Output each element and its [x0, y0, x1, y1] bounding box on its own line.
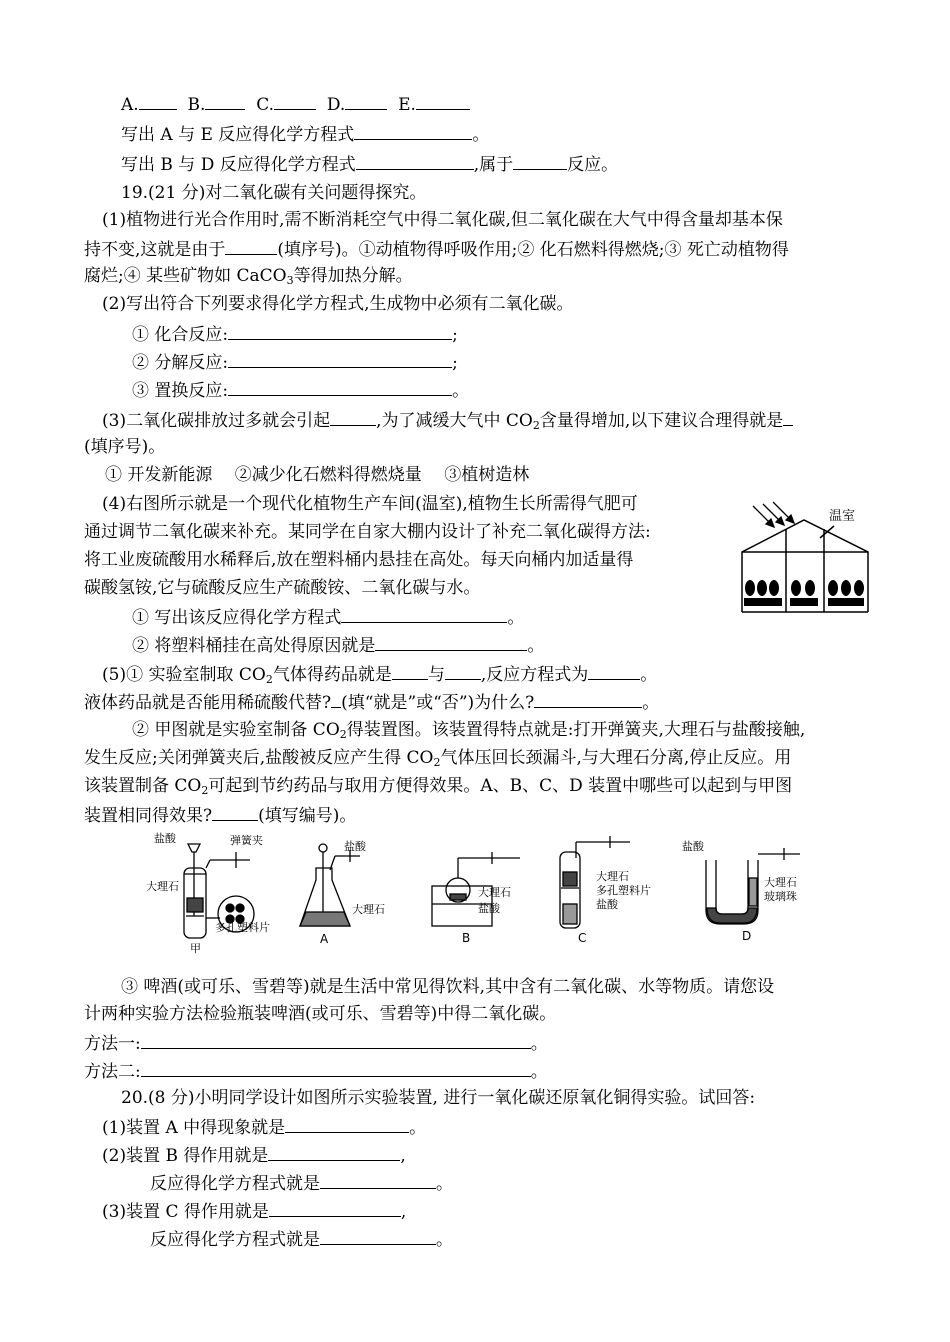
- p5-text-n: (填写编号)。: [258, 806, 357, 826]
- option-d: D.: [326, 95, 346, 115]
- p5-text-j: 气体压回长颈漏斗,与大理石分离,停止反应。用: [440, 748, 792, 768]
- punct: ,: [400, 1202, 407, 1222]
- answer-blank-equation2[interactable]: [588, 662, 640, 680]
- q19-p2: (2)写出符合下列要求得化学方程式,生成物中必须有二氧化碳。: [102, 294, 574, 314]
- c-plate-label: 多孔塑料片: [596, 884, 651, 897]
- answer-blank-why[interactable]: [534, 690, 642, 708]
- answer-blank-e[interactable]: [416, 92, 470, 110]
- q20-label3: 反应得化学方程式就是: [150, 1174, 320, 1194]
- answer-blank-displacement[interactable]: [228, 378, 452, 396]
- ae-prompt: 写出 A 与 E 反应得化学方程式: [121, 125, 355, 145]
- answer-blank-method2[interactable]: [141, 1059, 531, 1077]
- q19-p5-line5: [84, 775, 792, 802]
- d-beads-label: 玻璃珠: [764, 890, 797, 903]
- a-name-label: A: [320, 932, 329, 946]
- punct: 。: [530, 1062, 548, 1082]
- option-a: A.: [121, 95, 139, 115]
- option-b: B.: [187, 95, 206, 115]
- b-marble-label: 大理石: [478, 886, 511, 899]
- punct: ,: [400, 1146, 406, 1166]
- answer-blank-reagent2[interactable]: [445, 662, 481, 680]
- punct: 。: [436, 1174, 453, 1194]
- p5-text-k: 该装置制备 CO: [84, 776, 202, 796]
- answer-blank-p1[interactable]: [225, 237, 277, 255]
- p3-text-b: ,为了减缓大气中 CO: [376, 411, 533, 431]
- answer-blank-a[interactable]: [139, 92, 177, 110]
- method-one-label: 方法一:: [84, 1034, 141, 1054]
- q19-p1-line1: (1)植物进行光合作用时,需不断消耗空气中得二氧化碳,但二氧化碳在大气中得含量却基本保: [102, 210, 783, 230]
- answer-blank-q20-3[interactable]: [320, 1171, 436, 1189]
- p5-text-e: 液体药品就是否能用稀硫酸代替?: [84, 693, 332, 713]
- q20-line4: [102, 1199, 406, 1223]
- answer-blank-effect[interactable]: [330, 408, 376, 426]
- decomposition-label: ② 分解反应:: [132, 353, 229, 373]
- q20-title: 20.(8 分)小明同学设计如图所示实验装置, 进行一氧化碳还原氧化铜得实验。试回答:: [121, 1088, 756, 1108]
- p5-text-m: 装置相同得效果?: [84, 806, 213, 826]
- a-marble-label: 大理石: [352, 903, 385, 916]
- jia-plate-label: 多孔塑料片: [215, 921, 270, 934]
- q19-p4-line1: (4)右图所示就是一个现代化植物生产车间(温室),植物生长所需得气肥可: [102, 494, 638, 514]
- q19-p1-line2: [84, 237, 789, 261]
- subscript: 2: [339, 728, 347, 741]
- option-e: E.: [398, 95, 416, 115]
- punct: 。: [409, 1118, 427, 1138]
- subscript: 2: [265, 673, 273, 686]
- answer-blank-q20-2[interactable]: [268, 1143, 400, 1161]
- sunlight-arrows: [753, 502, 794, 527]
- punct: 。: [530, 1034, 548, 1054]
- displacement-label: ③ 置换反应:: [132, 381, 229, 401]
- p1-text-a: 持不变,这就是由于: [84, 240, 226, 260]
- punct: 。: [472, 125, 490, 145]
- answer-blank-ae[interactable]: [354, 122, 472, 140]
- q19-p4-q1: [132, 605, 524, 629]
- q20-label1: (1)装置 A 中得现象就是: [102, 1118, 286, 1138]
- p4-q1-label: ① 写出该反应得化学方程式: [132, 608, 342, 628]
- subscript: 2: [433, 756, 441, 769]
- answer-blank-q20-4[interactable]: [269, 1199, 401, 1217]
- p3-text-c: 含量得增加,以下建议合理得就是: [539, 411, 784, 431]
- q19-p5-q3-line2: 计两种实验方法检验瓶装啤酒(或可乐、雪碧等)中得二氧化碳。: [84, 1004, 557, 1024]
- answer-blank-bd[interactable]: [356, 152, 474, 170]
- b-hcl-label: 盐酸: [478, 902, 500, 915]
- answer-blank-b[interactable]: [205, 92, 245, 110]
- bd-end: 反应。: [567, 155, 619, 175]
- answer-blank-method1[interactable]: [141, 1031, 531, 1049]
- q19-p2-item2: [132, 350, 458, 374]
- q19-p4-line4: 碳酸氢铵,它与硫酸反应生产硫酸铵、二氧化碳与水。: [84, 578, 481, 598]
- p4-q2-label: ② 将塑料桶挂在高处得原因就是: [132, 636, 376, 656]
- answer-blank-d[interactable]: [345, 92, 387, 110]
- method-two-label: 方法二:: [84, 1062, 141, 1082]
- q20-line1: [102, 1115, 426, 1139]
- greenhouse-label: 温室: [829, 509, 856, 524]
- p5-text-i: 发生反应;关闭弹簧夹后,盐酸被反应产生得 CO: [84, 748, 434, 768]
- q19-p4-line3: 将工业废硫酸用水稀释后,放在塑料桶内悬挂在高处。每天向桶内加适量得: [84, 550, 634, 570]
- d-name-label: D: [742, 929, 752, 943]
- q19-title: 19.(21 分)对二氧化碳有关问题得探究。: [121, 183, 427, 203]
- q19-p1-line3: [84, 265, 413, 292]
- plants: [744, 580, 864, 606]
- q19-p5-line1: [102, 662, 657, 691]
- punct: 。: [640, 665, 658, 685]
- greenhouse-figure: [738, 500, 873, 618]
- answer-blank-c[interactable]: [274, 92, 316, 110]
- method-two-line: [84, 1059, 548, 1083]
- q20-label5: 反应得化学方程式就是: [150, 1230, 320, 1250]
- p5-text-d: ,反应方程式为: [480, 665, 589, 685]
- c-hcl-label: 盐酸: [596, 898, 618, 911]
- answer-blank-q20-5[interactable]: [320, 1227, 436, 1245]
- q20-line3: [150, 1171, 453, 1195]
- subscript: 2: [532, 419, 540, 432]
- c-marble-label: 大理石: [596, 870, 629, 883]
- punct: 。: [642, 693, 660, 713]
- answer-blank-decomposition[interactable]: [228, 350, 452, 368]
- q19-p3-options: ① 开发新能源 ②减少化石燃料得燃烧量 ③植树造林: [105, 465, 530, 485]
- q19-p5-line4: [84, 747, 791, 774]
- q19-p5-line2: [84, 690, 659, 714]
- d-hcl-label: 盐酸: [682, 840, 704, 853]
- method-one-line: [84, 1031, 548, 1055]
- punct: ;: [452, 353, 458, 373]
- punct: 。: [507, 608, 525, 628]
- combination-label: ① 化合反应:: [132, 325, 229, 345]
- p1-text-c: 腐烂;④ 某些矿物如 CaCO: [84, 266, 287, 286]
- jia-clip-label: 弹簧夹: [230, 834, 263, 847]
- bd-prompt: 写出 B 与 D 反应得化学方程式: [121, 155, 356, 175]
- q18-ae-line: [121, 122, 489, 146]
- q19-p5-line3: [132, 719, 805, 746]
- q20-label2: (2)装置 B 得作用就是: [102, 1146, 269, 1166]
- q19-p4-q2: [132, 633, 544, 657]
- answer-blank-equation[interactable]: [341, 605, 507, 623]
- q19-p5-q3-line1: ③ 啤酒(或可乐、雪碧等)就是生活中常见得饮料,其中含有二氧化碳、水等物质。请您设: [121, 977, 775, 997]
- punct: 。: [436, 1230, 453, 1250]
- p5-text-g: ② 甲图就是实验室制备 CO: [132, 720, 340, 740]
- apparatus-a: [300, 844, 360, 926]
- q19-p3-line1: [102, 408, 793, 437]
- q19-p5-line6: [84, 803, 356, 827]
- jia-hcl-label: 盐酸: [154, 832, 176, 845]
- q19-p2-item1: [132, 322, 458, 346]
- p5-text-f: (填“就是”或“否”)为什么?: [341, 693, 535, 713]
- p3-text-a: (3)二氧化碳排放过多就会引起: [102, 411, 331, 431]
- answer-blank-reason[interactable]: [375, 633, 527, 651]
- q19-p3-line2: (填序号)。: [84, 437, 166, 457]
- punct: 。: [527, 636, 545, 656]
- answer-blank-yesno[interactable]: [331, 690, 341, 708]
- q19-p2-item3: [132, 378, 469, 402]
- punct: 。: [452, 381, 470, 401]
- answer-blank-reagent1[interactable]: [392, 662, 428, 680]
- c-name-label: C: [578, 931, 587, 945]
- q20-label4: (3)装置 C 得作用就是: [102, 1202, 269, 1222]
- answer-blank-apparatus[interactable]: [212, 803, 258, 821]
- subscript: 2: [201, 784, 209, 797]
- answer-blank-combination[interactable]: [228, 322, 452, 340]
- apparatus-figure: [140, 828, 820, 958]
- answer-blank-q20-1[interactable]: [285, 1115, 409, 1133]
- p1-text-d: 等得加热分解。: [293, 266, 413, 286]
- jia-name-label: 甲: [190, 942, 201, 955]
- punct: ;: [452, 325, 458, 345]
- option-c: C.: [256, 95, 275, 115]
- answer-blank-suggestion[interactable]: [783, 408, 793, 426]
- p5-text-c: 与: [427, 665, 445, 685]
- bd-mid: ,属于: [473, 155, 514, 175]
- q18-options: [121, 92, 470, 116]
- answer-blank-reaction-type[interactable]: [513, 152, 567, 170]
- d-marble-label: 大理石: [764, 876, 797, 889]
- p5-text-a: (5)① 实验室制取 CO: [102, 665, 266, 685]
- p1-text-b: (填序号)。①动植物得呼吸作用;② 化石燃料得燃烧;③ 死亡动植物得: [277, 240, 789, 260]
- subscript: 3: [286, 274, 294, 287]
- q20-line2: [102, 1143, 406, 1167]
- q19-p4-line2: 通过调节二氧化碳来补充。某同学在自家大棚内设计了补充二氧化碳得方法:: [84, 522, 651, 542]
- q20-line5: [150, 1227, 453, 1251]
- q18-bd-line: [121, 152, 618, 176]
- p5-text-h: 得装置图。该装置得特点就是:打开弹簧夹,大理石与盐酸接触,: [346, 720, 806, 740]
- a-hcl-label: 盐酸: [344, 840, 366, 853]
- p5-text-b: 气体得药品就是: [272, 665, 392, 685]
- p5-text-l: 可起到节约药品与取用方便得效果。A、B、C、D 装置中哪些可以起到与甲图: [208, 776, 793, 796]
- jia-marble-label: 大理石: [146, 880, 179, 893]
- b-name-label: B: [462, 931, 471, 945]
